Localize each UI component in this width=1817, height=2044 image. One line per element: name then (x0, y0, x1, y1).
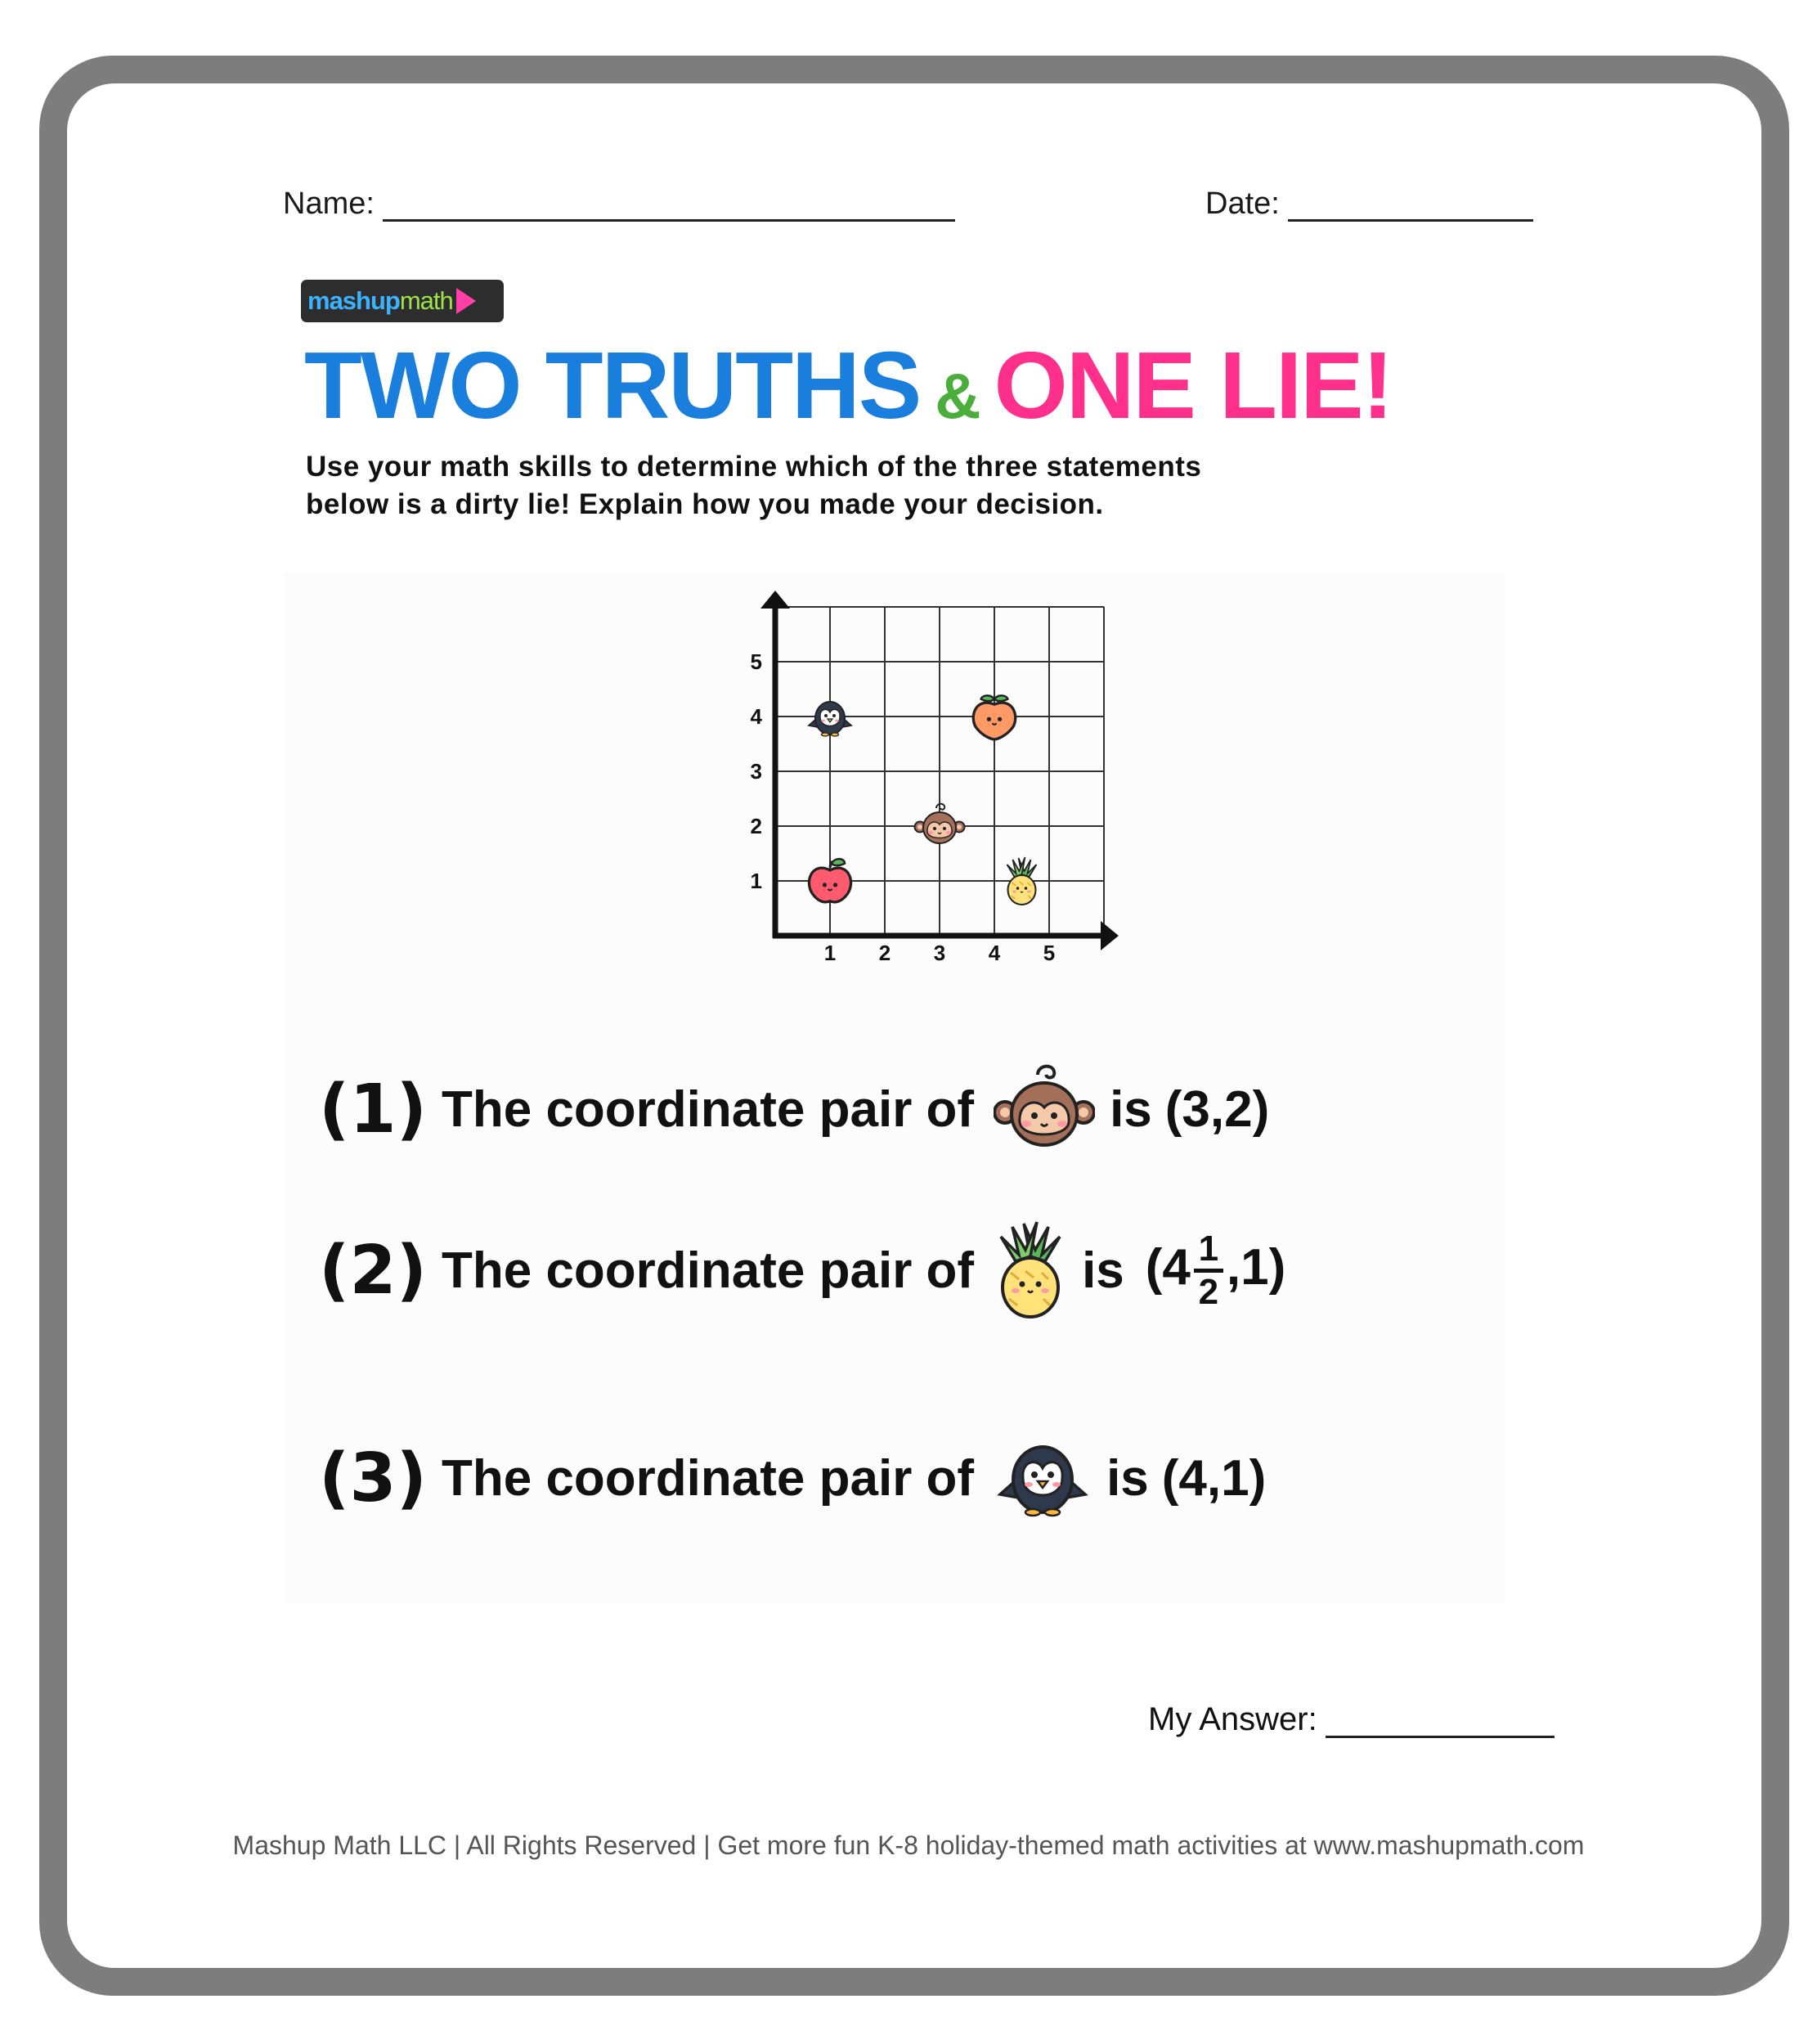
pineapple-icon (1007, 857, 1037, 905)
statement-3 (319, 1435, 1266, 1521)
title-two-truths: TWO TRUTHS (304, 332, 921, 438)
statement-1 (319, 1063, 1269, 1156)
logo-text-mashup: mashup (307, 286, 400, 315)
mashup-math-logo (301, 280, 504, 322)
x-tick-label: 3 (933, 941, 946, 965)
footer-text: Mashup Math LLC | All Rights Reserved | Get more fun K-8 holiday-themed math activities at www.mashupmath.com (232, 1831, 1585, 1860)
statement-number: (2) (319, 1232, 428, 1310)
play-icon (456, 288, 476, 314)
monkey-icon (994, 1063, 1095, 1156)
tick-labels (751, 649, 1056, 965)
statement-value: (4,1) (1161, 1450, 1267, 1507)
name-label: Name: (283, 186, 375, 221)
apple-icon (809, 859, 850, 902)
y-tick-label: 1 (750, 869, 762, 893)
x-tick-label: 5 (1043, 941, 1056, 965)
y-axis-arrow (760, 591, 790, 609)
x-tick-label: 2 (878, 941, 891, 965)
y-tick-label: 3 (750, 759, 762, 784)
answer-line[interactable] (1326, 1735, 1555, 1738)
pineapple-icon (994, 1219, 1067, 1323)
instructions-text: Use your math skills to determine which of the three statements below is a dirty lie! Explain how you made your decision. (306, 451, 1202, 520)
penguin-icon (809, 702, 851, 736)
x-tick-label: 4 (988, 941, 1001, 965)
value-close: ,1) (1226, 1238, 1286, 1296)
statement-is: is (1106, 1450, 1149, 1507)
name-line[interactable] (383, 218, 955, 222)
y-tick-label: 4 (750, 704, 762, 729)
y-tick-label: 5 (750, 649, 762, 674)
value-open: (4 (1145, 1238, 1191, 1296)
name-field[interactable] (283, 186, 955, 222)
date-field[interactable] (1205, 186, 1533, 222)
logo-text-math: math (399, 286, 453, 315)
penguin-icon (994, 1435, 1092, 1521)
x-axis-arrow (1101, 921, 1119, 950)
title-one-lie: ONE LIE! (994, 332, 1393, 438)
fraction-denominator: 2 (1198, 1272, 1219, 1312)
statement-is: is (1082, 1242, 1124, 1299)
title-ampersand: & (935, 360, 980, 432)
answer-label: My Answer: (1148, 1701, 1317, 1737)
answer-field[interactable] (1148, 1701, 1555, 1738)
statement-is: is (1110, 1081, 1152, 1138)
statement-text: The coordinate pair of (442, 1450, 975, 1507)
statement-number: (1) (319, 1071, 428, 1148)
coordinate-grid (736, 589, 1145, 982)
fraction-numerator: 1 (1198, 1229, 1219, 1269)
plotted-points (809, 695, 1037, 905)
date-label: Date: (1205, 186, 1280, 221)
date-line[interactable] (1288, 218, 1533, 222)
statement-2 (319, 1219, 1285, 1323)
statement-value: (3,2) (1164, 1081, 1270, 1138)
statement-text: The coordinate pair of (442, 1081, 975, 1138)
x-tick-label: 1 (823, 941, 837, 965)
fraction (1194, 1229, 1223, 1312)
page-title (304, 334, 1392, 438)
y-tick-label: 2 (750, 814, 762, 838)
statement-value (1146, 1229, 1286, 1312)
statement-text: The coordinate pair of (442, 1242, 975, 1299)
statement-number: (3) (319, 1440, 428, 1517)
